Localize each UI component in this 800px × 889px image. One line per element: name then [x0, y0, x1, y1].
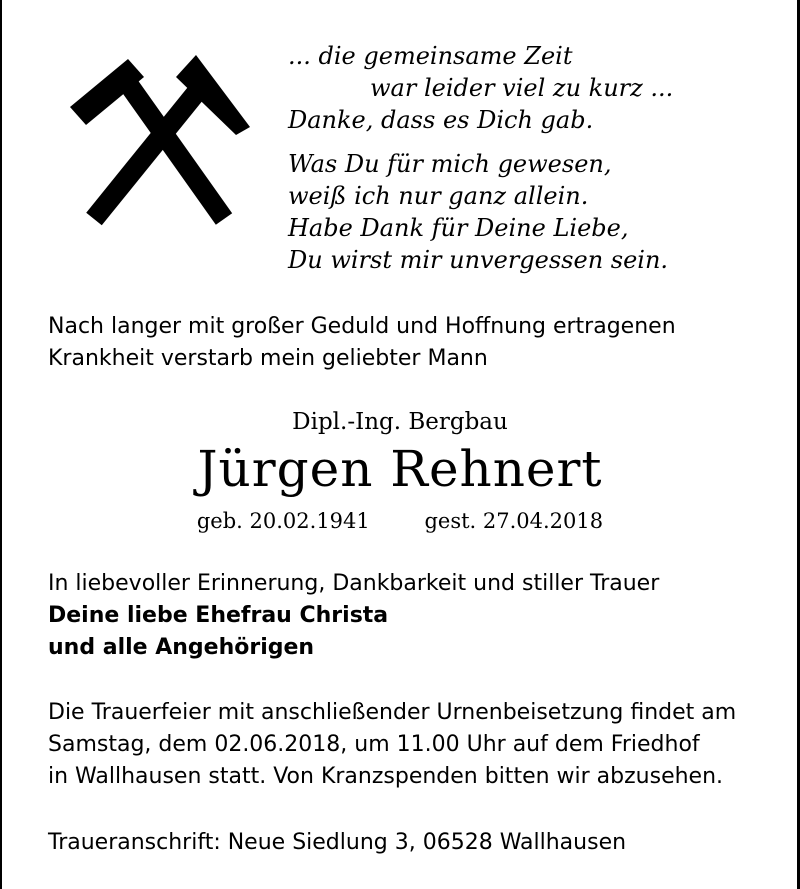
- stanza-gap: [288, 136, 788, 148]
- intro-line: Krankheit verstarb mein geliebter Mann: [48, 346, 488, 371]
- funeral-notice: [48, 697, 788, 793]
- mourning-address: Traueranschrift: Neue Siedlung 3, 06528 Wallhausen: [48, 830, 627, 855]
- notice-line: Die Trauerfeier mit anschließender Urnenbeisetzung findet am: [48, 700, 737, 725]
- poem-line: ... die gemeinsame Zeit: [288, 42, 573, 70]
- deceased-name: Jürgen Rehnert: [197, 440, 603, 498]
- birth-date: geb. 20.02.1941: [196, 509, 370, 533]
- notice-line: Samstag, dem 02.06.2018, um 11.00 Uhr auf dem Friedhof: [48, 732, 700, 757]
- poem-line: weiß ich nur ganz allein.: [288, 182, 589, 210]
- poem-line: Was Du für mich gewesen,: [288, 150, 612, 178]
- death-date: gest. 27.04.2018: [424, 509, 604, 533]
- life-dates: [0, 506, 800, 536]
- intro-text: [48, 311, 788, 375]
- poem-line: war leider viel zu kurz ...: [370, 74, 674, 102]
- poem-line: Danke, dass es Dich gab.: [288, 106, 594, 134]
- notice-line: in Wallhausen statt. Von Kranzspenden bitten wir abzusehen.: [48, 764, 724, 789]
- poem-line: Habe Dank für Deine Liebe,: [288, 214, 629, 242]
- crossed-hammers-icon: [64, 47, 254, 227]
- deceased-title: Dipl.-Ing. Bergbau: [292, 409, 508, 435]
- signatory: und alle Angehörigen: [48, 635, 315, 660]
- signatory: Deine liebe Ehefrau Christa: [48, 603, 389, 628]
- poem-line: Du wirst mir unvergessen sein.: [288, 246, 669, 274]
- intro-line: Nach langer mit großer Geduld und Hoffnung ertragenen: [48, 314, 676, 339]
- closing-text: [48, 568, 788, 664]
- poem: [288, 40, 788, 276]
- closing-line: In liebevoller Erinnerung, Dankbarkeit und stiller Trauer: [48, 571, 660, 596]
